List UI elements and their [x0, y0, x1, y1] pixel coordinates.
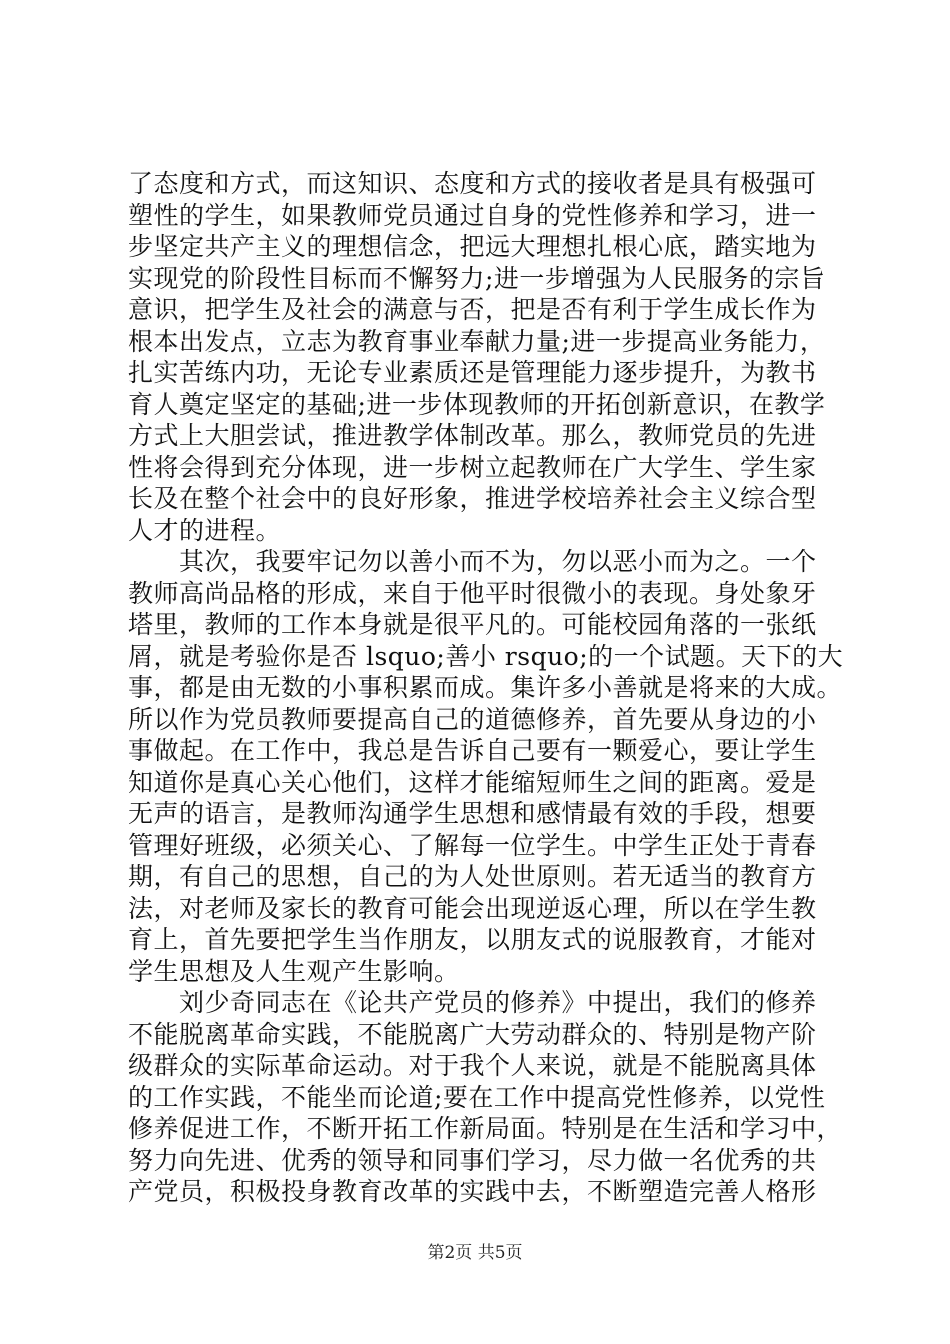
text-line: 实现党的阶段性目标而不懈努力;进一步增强为人民服务的宗旨: [128, 263, 826, 293]
text-line: 意识，把学生及社会的满意与否，把是否有利于学生成长作为: [128, 295, 817, 324]
text-line: 了态度和方式，而这知识、态度和方式的接收者是具有极强可: [128, 169, 817, 198]
text-line: 期，有自己的思想，自己的为人处世原则。若无适当的教育方: [128, 862, 817, 891]
text-line: 级群众的实际革命运动。对于我个人来说，就是不能脱离具体: [128, 1051, 817, 1080]
text-line: 性将会得到充分体现，进一步树立起教师在广大学生、学生家: [128, 452, 817, 482]
text-line: 扎实苦练内功，无论专业素质还是管理能力逐步提升，为教书: [128, 358, 817, 387]
text-line: 事，都是由无数的小事积累而成。集许多小善就是将来的大成。: [128, 673, 843, 702]
text-line: 塑性的学生，如果教师党员通过自身的党性修养和学习，进一: [128, 200, 817, 230]
text-line: 方式上大胆尝试，推进教学体制改革。那么，教师党员的先进: [128, 421, 817, 450]
text-line: 其次，我要牢记勿以善小而不为，勿以恶小而为之。一个: [128, 547, 817, 576]
text-line: 不能脱离革命实践，不能脱离广大劳动群众的、特别是物产阶: [128, 1019, 817, 1049]
text-line: 的工作实践，不能坐而论道;要在工作中提高党性修养，以党性: [128, 1082, 826, 1112]
text-line: 教师高尚品格的形成，来自于他平时很微小的表现。身处象牙: [128, 578, 817, 608]
text-line: 塔里，教师的工作本身就是很平凡的。可能校园角落的一张纸: [128, 610, 817, 639]
text-line: 根本出发点，立志为教育事业奉献力量;进一步提高业务能力，: [128, 326, 826, 356]
text-line: 屑，就是考验你是否 lsquo;善小 rsquo;的一个试题。天下的大: [128, 641, 844, 671]
text-line: 学生思想及人生观产生影响。: [128, 956, 460, 986]
body-text: [128, 168, 844, 1208]
text-line: 无声的语言，是教师沟通学生思想和感情最有效的手段，想要: [128, 799, 817, 828]
text-line: 事做起。在工作中，我总是告诉自己要有一颗爱心，要让学生: [128, 736, 817, 765]
text-line: 管理好班级，必须关心、了解每一位学生。中学生正处于青春: [128, 830, 817, 860]
text-line: 长及在整个社会中的良好形象，推进学校培养社会主义综合型: [128, 484, 817, 513]
text-line: 步坚定共产主义的理想信念，把远大理想扎根心底，踏实地为: [128, 232, 817, 261]
page-footer: 第2页 共5页: [427, 1243, 523, 1263]
text-line: 知道你是真心关心他们，这样才能缩短师生之间的距离。爱是: [128, 767, 817, 797]
text-line: 育上，首先要把学生当作朋友，以朋友式的说服教育，才能对: [128, 925, 817, 954]
text-line: 产党员，积极投身教育改革的实践中去，不断塑造完善人格形: [128, 1177, 817, 1206]
text-line: 努力向先进、优秀的领导和同事们学习，尽力做一名优秀的共: [128, 1145, 817, 1175]
text-line: 人才的进程。: [128, 515, 282, 545]
text-line: 育人奠定坚定的基础;进一步体现教师的开拓创新意识，在教学: [128, 389, 826, 419]
text-line: 法，对老师及家长的教育可能会出现逆返心理，所以在学生教: [128, 893, 817, 923]
text-line: 刘少奇同志在《论共产党员的修养》中提出，我们的修养: [128, 988, 817, 1017]
text-line: 修养促进工作，不断开拓工作新局面。特别是在生活和学习中，: [128, 1114, 843, 1143]
text-line: 所以作为党员教师要提高自己的道德修养，首先要从身边的小: [128, 704, 817, 734]
